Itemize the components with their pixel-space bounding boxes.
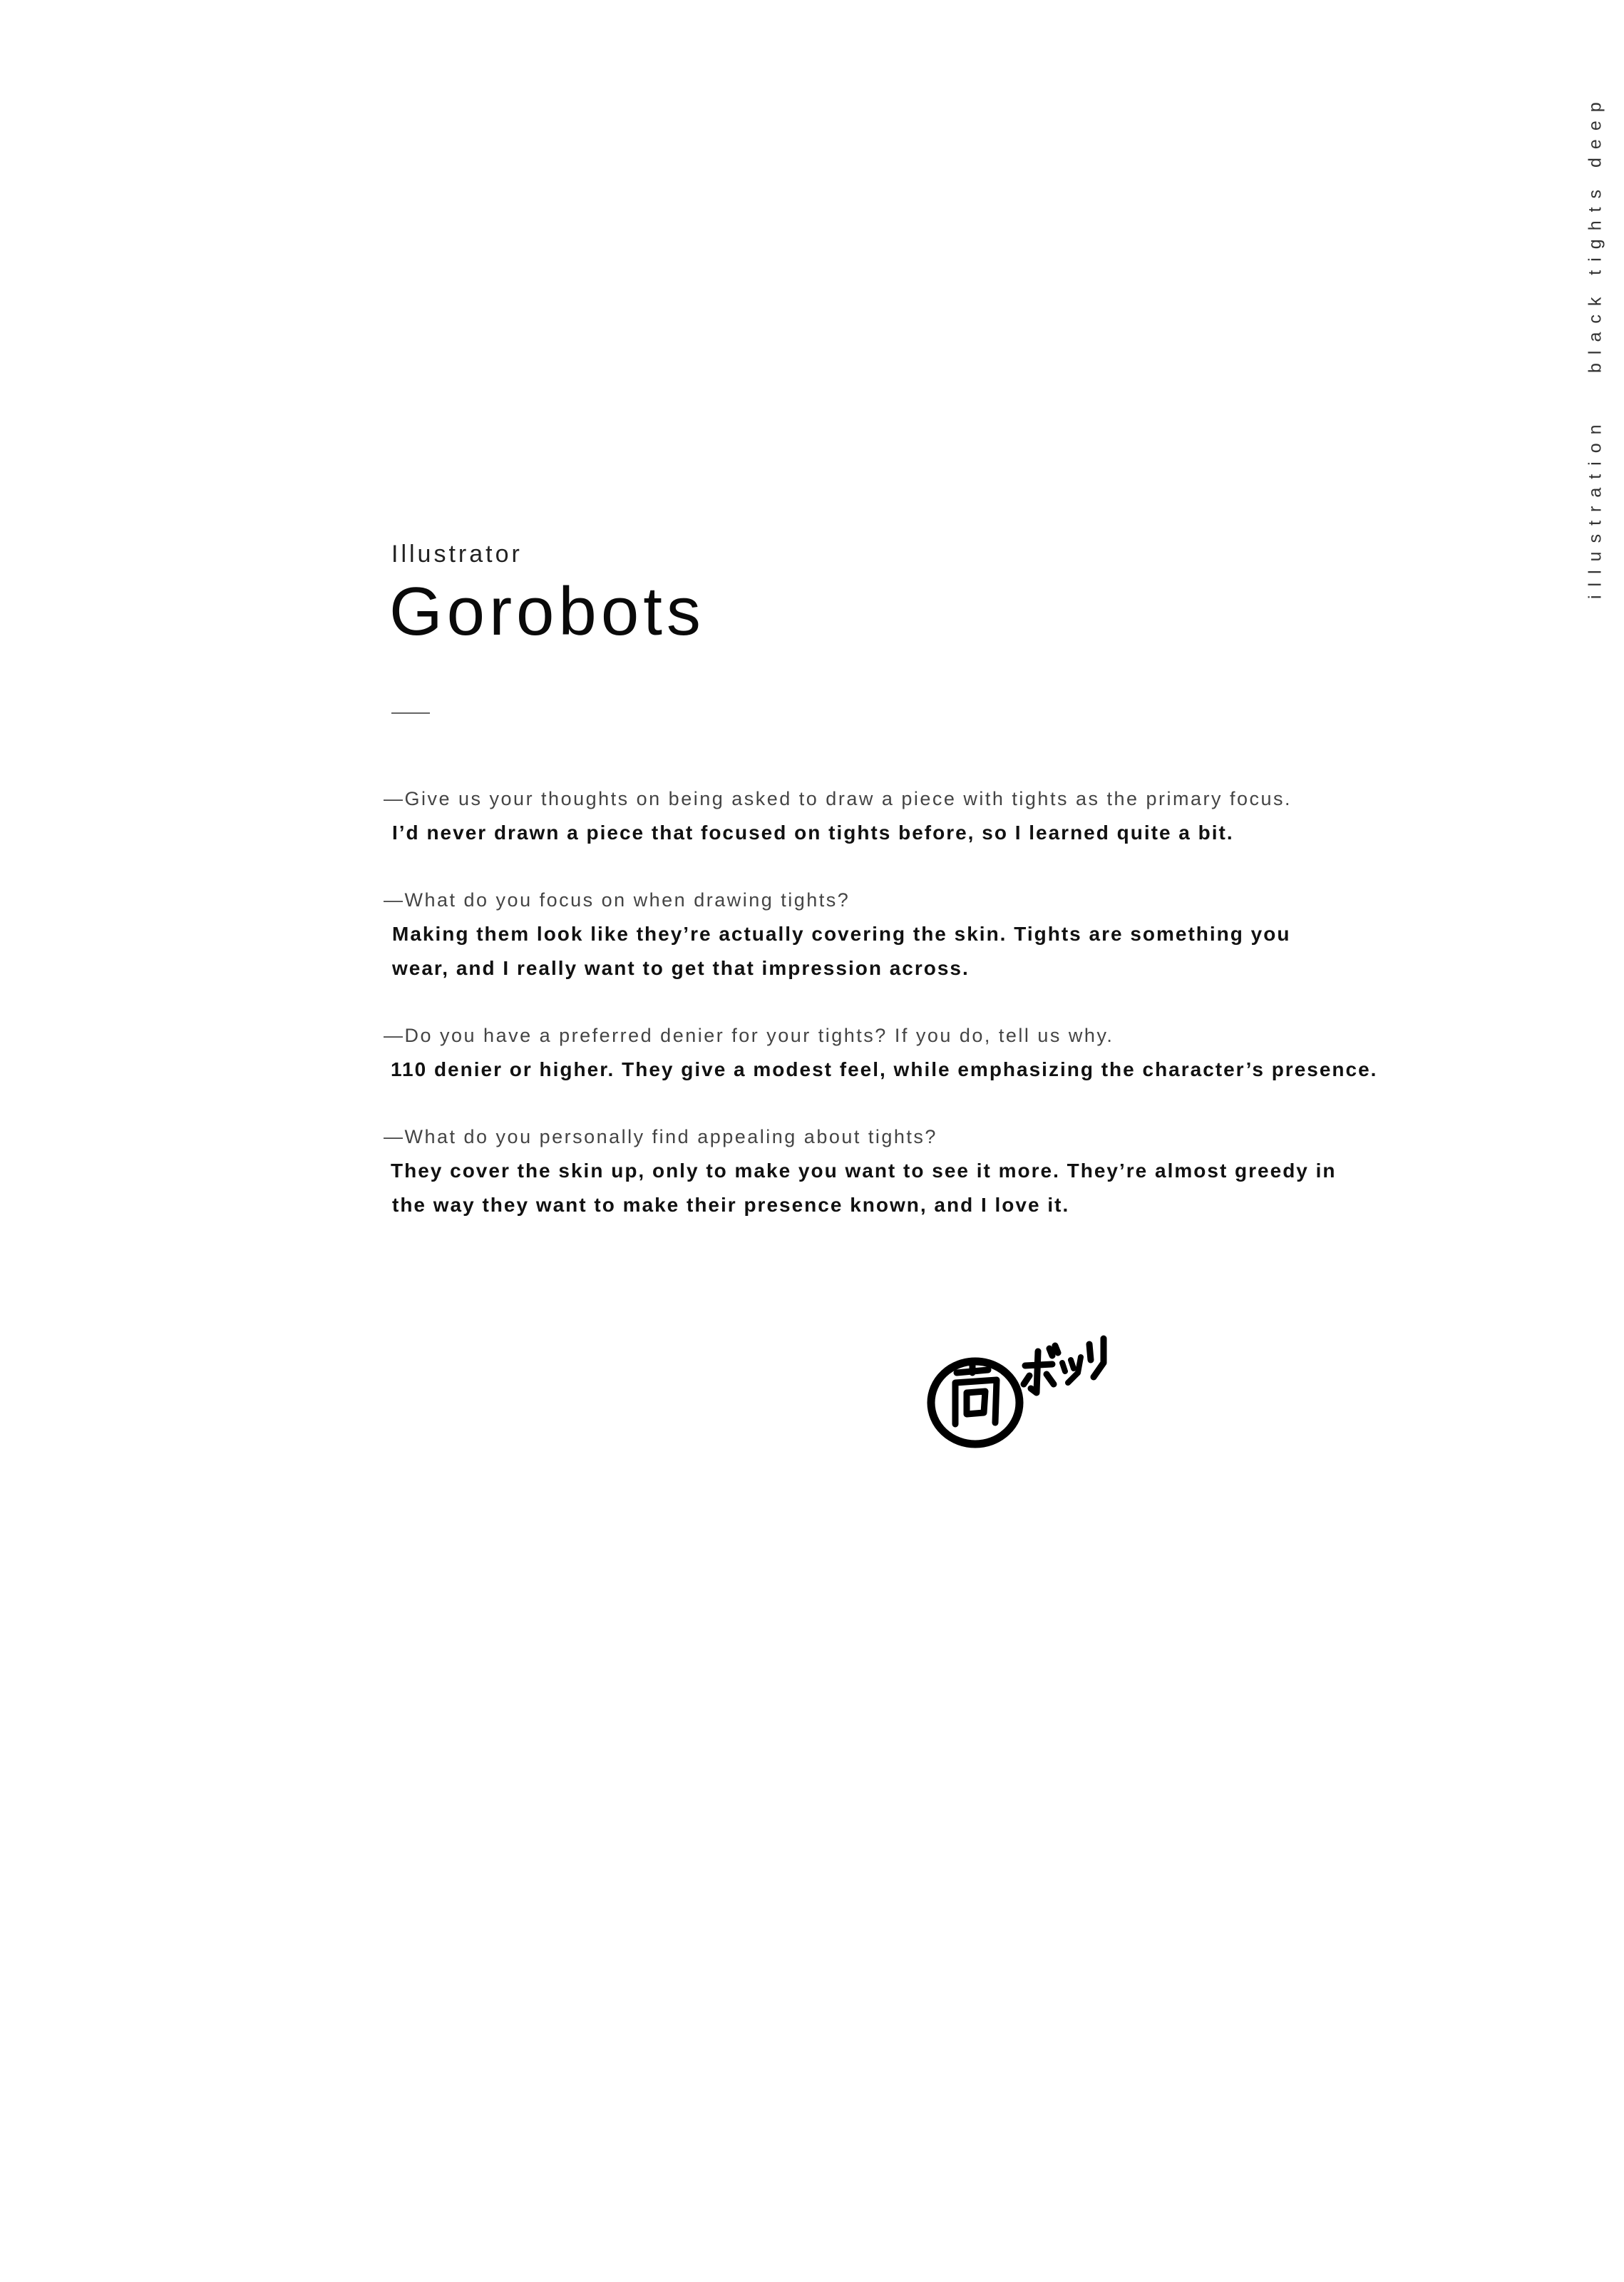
question: —What do you focus on when drawing tights? [384,889,850,911]
qa-item [384,1122,1339,1222]
answer-line: 110 denier or higher. They give a modest feel, while emphasizing the character’s presence. [391,1058,1378,1080]
answer-line: the way they want to make their presence known, and I love it. [392,1194,1070,1216]
side-running-header [1581,93,1610,642]
signature-stroke-tsu [1062,1357,1081,1383]
artist-role: Illustrator [391,541,523,568]
answer-line: I’d never drawn a piece that focused on tights before, so I learned quite a bit. [392,822,1234,844]
answer-line: They cover the skin up, only to make you want to see it more. They’re almost greedy in [391,1160,1337,1182]
question: —What do you personally find appealing about tights? [384,1126,937,1147]
qa-item [384,1021,1378,1087]
section-label: illustration [1585,416,1605,599]
artist-name: Gorobots [389,573,705,650]
signature-stroke-bo [1024,1346,1058,1393]
question: —Do you have a preferred denier for your tights? If you do, tell us why. [384,1025,1114,1046]
question: —Give us your thoughts on being asked to draw a piece with tights as the primary focus. [384,788,1292,809]
answer-line: wear, and I really want to get that impression across. [392,957,970,979]
artist-signature [920,1323,1119,1451]
publication-title: black tights deep [1585,93,1605,374]
qa-item [384,886,1339,986]
signature-stroke-tsu2 [1089,1339,1104,1377]
qa-item [384,784,1339,850]
signature-glyph [955,1364,997,1424]
header-divider [391,712,430,714]
answer-line: Making them look like they’re actually covering the skin. Tights are something you [392,923,1291,945]
